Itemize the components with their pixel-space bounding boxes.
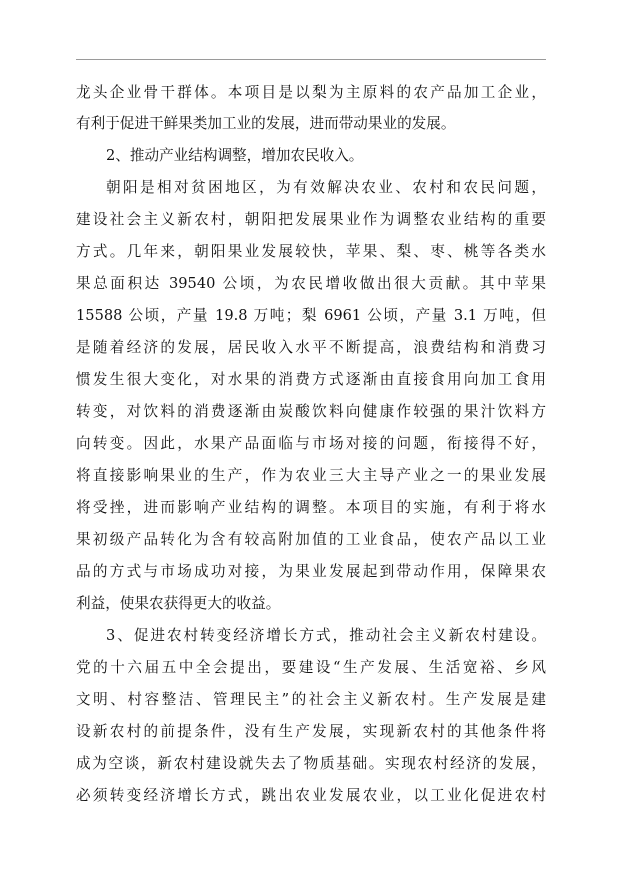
text-line: 果初级产品转化为含有较高附加值的工业食品，使农产品以工业 <box>76 531 546 548</box>
text-line: 惯发生很大变化，对水果的消费方式逐渐由直接食用向加工食用 <box>76 371 546 388</box>
text-line: 将受挫，进而影响产业结构的调整。本项目的实施，有利于将水 <box>76 499 546 516</box>
text-line: 成为空谈，新农村建设就失去了物质基础。实现农村经济的发展， <box>76 755 546 772</box>
text-line: 朝阳是相对贫困地区，为有效解决农业、农村和农民问题， <box>106 179 546 196</box>
section-heading: 3、促进农村转变经济增长方式，推动社会主义新农村建设。 <box>106 627 546 644</box>
text-line: 转变，对饮料的消费逐渐由炭酸饮料向健康作较强的果汁饮料方 <box>76 403 546 420</box>
text-line: 是随着经济的发展，居民收入水平不断提高，浪费结构和消费习 <box>76 339 546 356</box>
text-line: 有利于促进干鲜果类加工业的发展，进而带动果业的发展。 <box>76 115 456 132</box>
text-line: 文明、村容整洁、管理民主”的社会主义新农村。生产发展是建 <box>76 691 546 708</box>
text-line: 利益，使果农获得更大的收益。 <box>76 595 281 612</box>
text-line: 必须转变经济增长方式，跳出农业发展农业，以工业化促进农村 <box>76 787 546 804</box>
text-line: 向转变。因此，水果产品面临与市场对接的问题，衔接得不好， <box>76 435 546 452</box>
text-line: 建设社会主义新农村，朝阳把发展果业作为调整农业结构的重要 <box>76 211 546 228</box>
text-line: 党的十六届五中全会提出，要建设“生产发展、生活宽裕、乡风 <box>76 659 546 676</box>
section-heading: 2、推动产业结构调整，增加农民收入。 <box>106 147 364 164</box>
text-line: 设新农村的前提条件，没有生产发展，实现新农村的其他条件将 <box>76 723 546 740</box>
text-line: 品的方式与市场成功对接，为果业发展起到带动作用，保障果农 <box>76 563 546 580</box>
text-line: 龙头企业骨干群体。本项目是以梨为主原料的农产品加工企业， <box>76 84 546 101</box>
text-line: 方式。几年来，朝阳果业发展较快，苹果、梨、枣、桃等各类水 <box>76 243 546 260</box>
text-line: 15588 公顷，产量 19.8 万吨；梨 6961 公顷，产量 3.1 万吨，但 <box>76 307 546 324</box>
header-rule <box>76 59 546 60</box>
text-line: 果总面积达 39540 公顷，为农民增收做出很大贡献。其中苹果 <box>76 275 546 292</box>
text-line: 将直接影响果业的生产，作为农业三大主导产业之一的果业发展 <box>76 467 546 484</box>
